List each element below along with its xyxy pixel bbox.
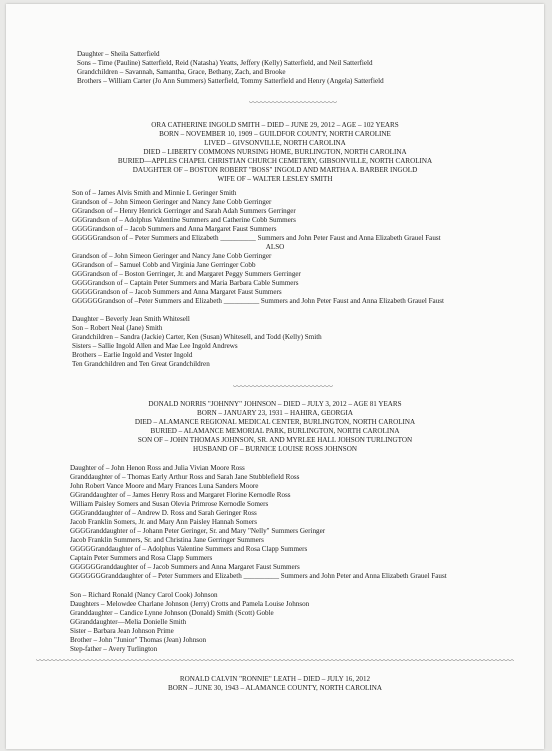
- relative-line: Son – Robert Neal (Jane) Smith: [72, 324, 163, 332]
- relative-line: Ten Grandchildren and Ten Great Grandchildren: [72, 360, 210, 368]
- lineage-line: Granddaughter of – Thomas Early Arthur Ross and Sarah Jane Stubblefield Ross: [70, 473, 300, 481]
- obituary-header-line: DIED – LIBERTY COMMONS NURSING HOME, BURLINGTON, NORTH CAROLINA: [143, 148, 407, 156]
- lineage-line: GGGGGGrandson of –Peter Summers and Elizabeth __________ Summers and John Peter Faust and Anna Elizabeth Grauel Faust: [72, 297, 444, 305]
- obituary-header-line: DAUGHTER OF – BOSTON ROBERT "BOSS" INGOLD AND MARTHA A. BARBER INGOLD: [132, 166, 418, 174]
- lineage-line: Captain Peter Summers and Rosa Clapp Summers: [70, 554, 213, 562]
- obituary-header-line: WIFE OF – WALTER LESLEY SMITH: [217, 175, 333, 183]
- lineage-line: Jacob Franklin Somers, Jr. and Mary Ann Paisley Hannah Somers: [70, 518, 257, 526]
- lineage-line: John Robert Vance Moore and Mary Frances Luna Sanders Moore: [70, 482, 259, 490]
- lineage-line: GGrandson of – Samuel Cobb and Virginia Jane Gerringer Cobb: [72, 261, 256, 269]
- lineage-line: GGGGGrandson of – Jacob Summers and Anna Margaret Faust Summers: [72, 288, 282, 296]
- obituary-header-line: BURIED – ALAMANCE MEMORIAL PARK, BURLINGTON, NORTH CAROLINA: [150, 427, 400, 435]
- lineage-line: William Paisley Somers and Susan Olevia Primrose Kernodle Somers: [70, 500, 269, 508]
- relative-line: Sisters – Sallie Ingold Allen and Mae Lee Ingold Andrews: [72, 342, 238, 350]
- lineage-line: Jacob Franklin Summers, Sr. and Christina Jane Gerringer Summers: [70, 536, 264, 544]
- relative-line: Brothers – William Carter (Jo Ann Summers) Satterfield, Tommy Satterfield and Henry (Angela) Satterfield: [77, 77, 384, 85]
- relative-line: Son – Richard Ronald (Nancy Carol Cook) Johnson: [70, 591, 218, 599]
- obituary-header-line: BURIED—APPLES CHAPEL CHRISTIAN CHURCH CEMETERY, GIBSONVILLE, NORTH CAROLINA: [117, 157, 433, 165]
- obituary-header-line: HUSBAND OF – BURNICE LOUISE ROSS JOHNSON: [193, 445, 357, 453]
- relative-line: Brother – John "Junior" Thomas (Jean) Johnson: [70, 636, 207, 644]
- lineage-line: GGGGGGGranddaughter of – Peter Summers and Elizabeth __________ Summers and John Peter and Anna Elizabeth Grauel Faust: [70, 572, 447, 580]
- lineage-line: GGrandson of – Henry Henrick Gerringer and Sarah Adah Summers Gerringer: [72, 207, 296, 215]
- relative-line: Daughters – Melowdee Charlane Johnson (Jerry) Crotts and Pamela Louise Johnson: [70, 600, 310, 608]
- lineage-line: Grandson of – John Simeon Geringer and Nancy Jane Cobb Gerringer: [72, 252, 272, 260]
- lineage-line: GGGGranddaughter of – Johann Peter Geringer, Sr. and Mary "Nelly" Summers Geringer: [70, 527, 326, 535]
- lineage-line: Son of – James Alvis Smith and Minnie L Geringer Smith: [72, 189, 237, 197]
- obituary-header-line: BORN – JANUARY 23, 1931 – HAHIRA, GEORGIA: [197, 409, 353, 417]
- relative-line: Sister – Barbara Jean Johnson Prime: [70, 627, 174, 635]
- lineage-line: Grandson of – John Simeon Geringer and Nancy Jane Cobb Gerringer: [72, 198, 272, 206]
- lineage-line: GGGGGranddaughter of – Adolphus Valentine Summers and Rosa Clapp Summers: [70, 545, 308, 553]
- obituary-header-line: SON OF – JOHN THOMAS JOHNSON, SR. AND MYRLEE HALL JOHSON TURLINGTON: [137, 436, 413, 444]
- lineage-line: GGGGGrandson of – Peter Summers and Elizabeth __________ Summers and John Peter Faust and Anna Elizabeth Grauel Faust: [72, 234, 441, 242]
- obituary-header-line: LIVED – GIVSONVILLE, NORTH CAROLINA: [204, 139, 346, 147]
- obituary-header-line: BORN – JUNE 30, 1943 – ALAMANCE COUNTY, NORTH CAROLINA: [167, 684, 383, 692]
- relative-line: Daughter – Beverly Jean Smith Whitesell: [72, 315, 190, 323]
- lineage-line: GGGrandson of – Adolphus Valentine Summers and Catherine Cobb Summers: [72, 216, 296, 224]
- lineage-line: GGGGGGranddaughter of – Jacob Summers and Anna Margaret Faust Summers: [70, 563, 300, 571]
- relative-line: Granddaughter – Candice Lynne Johnson (Donald) Smith (Scott) Goble: [70, 609, 274, 617]
- also-label: ALSO: [265, 243, 285, 251]
- obituary-header-line: RONALD CALVIN "RONNIE" LEATH – DIED – JULY 16, 2012: [179, 675, 371, 683]
- lineage-line: GGGrandson of – Boston Gerringer, Jr. and Margaret Peggy Summers Gerringer: [72, 270, 301, 278]
- lineage-line: Daughter of – John Henon Ross and Julia Vivian Moore Ross: [70, 464, 245, 472]
- relative-line: Sons – Time (Pauline) Satterfield, Reid (Natasha) Yeatts, Jeffery (Kelly) Satterfield, and Neil Satterfield: [77, 59, 373, 67]
- lineage-line: GGGGrandson of – Jacob Summers and Anna Margaret Faust Summers: [72, 225, 277, 233]
- lineage-line: GGGranddaughter of – Andrew D. Ross and Sarah Geringer Ross: [70, 509, 257, 517]
- obituary-header-line: DONALD NORRIS "JOHNNY" JOHNSON – DIED – JULY 3, 2012 – AGE 81 YEARS: [148, 400, 402, 408]
- section-divider: [36, 658, 514, 664]
- relative-line: Grandchildren – Savannah, Samantha, Grace, Bethany, Zach, and Brooke: [77, 68, 286, 76]
- relative-line: GGranddaughter—Melia Donielle Smith: [70, 618, 187, 626]
- document-page: [6, 4, 544, 749]
- relative-line: Daughter – Sheila Satterfield: [77, 50, 160, 58]
- section-divider: [249, 100, 337, 106]
- relative-line: Brothers – Earlie Ingold and Vester Ingold: [72, 351, 193, 359]
- relative-line: Step-father – Avery Turlington: [70, 645, 158, 653]
- relative-line: Grandchildren – Sandra (Jackie) Carter, Ken (Susan) Whitesell, and Todd (Kelly) Smith: [72, 333, 322, 341]
- section-divider: [233, 384, 333, 390]
- lineage-line: GGranddaughter of – James Henry Ross and Margaret Florine Kernodle Ross: [70, 491, 291, 499]
- obituary-header-line: DIED – ALAMANCE REGIONAL MEDICAL CENTER, BURLINGTON, NORTH CAROLINA: [134, 418, 416, 426]
- obituary-header-line: BORN – NOVEMBER 10, 1909 – GUILDFOR COUNTY, NORTH CAROLINE: [159, 130, 391, 138]
- lineage-line: GGGGrandson of – Captain Peter Summers and Maria Barbara Cable Summers: [72, 279, 299, 287]
- obituary-header-line: ORA CATHERINE INGOLD SMITH – DIED – JUNE 29, 2012 – AGE – 102 YEARS: [151, 121, 399, 129]
